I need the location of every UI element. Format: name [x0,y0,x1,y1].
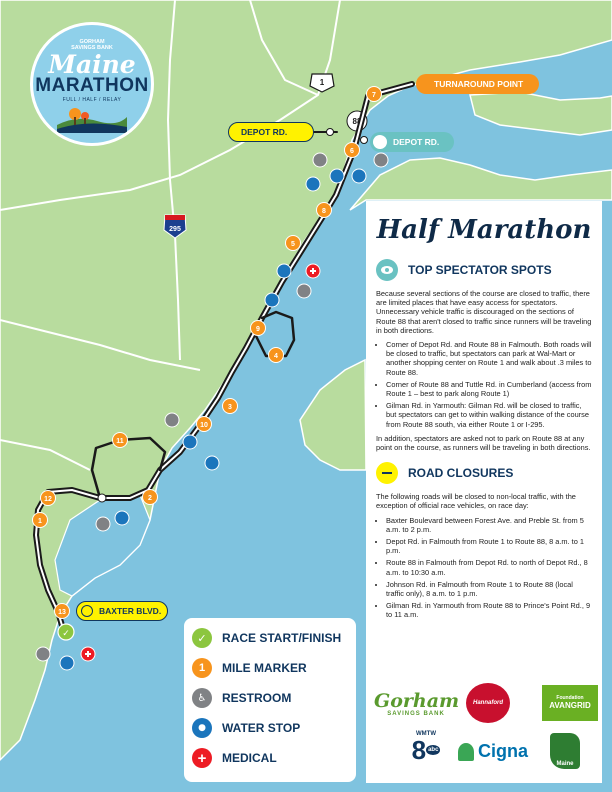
spectator-intro: Because several sections of the course are closed to traffic, there are limited places that have easy access for spectators. Unnecessary vehicle traffic is discouraged on the sections of Route 88 that aren't closed to traffic since runners will be traveling in both directions. [376,289,592,335]
logo-sponsor-line1: GORHAM [79,39,105,45]
mile-marker [251,321,266,336]
maine-marathon-logo [30,22,154,146]
us-route-label: 1 [319,78,325,87]
legend-label: MEDICAL [222,751,277,765]
checkmark-icon: ✓ [192,628,212,648]
list-item: • Corner of Depot Rd. and Route 88 in Falmouth. Both roads will be closed to traffic, but spectators can park at Wal-Mart or another shopping center on Route 1 and walk about .3 miles to Route 88. [386,340,592,377]
depot-right-label: DEPOT RD. [393,137,440,147]
sponsor-logos [374,683,594,775]
maine-track-name: Maine [556,761,574,767]
legend-label: RACE START/FINISH [222,631,342,645]
legend-item-medical [192,748,277,768]
svg-text:✓: ✓ [62,629,70,639]
spectator-list [376,340,592,429]
mile-marker [113,433,128,448]
legend-item-water-stop [192,718,300,738]
wmtw-logo [408,731,444,769]
list-item: • Gilman Rd. in Yarmouth: Gilman Rd. will be closed to traffic, but spectators can get to within walking distance of the course from Route 88 south, via either Route 1 or I-295. [386,401,592,429]
svg-text:1: 1 [38,518,42,525]
closures-heading-row [376,462,592,484]
svg-text:13: 13 [58,609,66,616]
legend-label: RESTROOM [222,691,292,705]
list-item: • Route 88 in Falmouth from Depot Rd. to north of Depot Rd., 8 a.m. to 10:30 a.m. [386,558,592,576]
wmtw-number: 8 [411,735,427,765]
tree-icon [458,743,474,761]
svg-text:3: 3 [228,404,232,411]
avangrid-top: Foundation [556,695,584,701]
closure-icon [81,605,93,617]
start-finish-marker [58,624,74,640]
svg-text:8: 8 [322,208,326,215]
state-route-label: 88 [352,117,362,126]
logo-title-maine: Maine [48,50,136,79]
mile-marker [286,236,301,251]
svg-text:6: 6 [350,148,354,155]
mile-marker [55,604,70,619]
svg-text:12: 12 [44,496,52,503]
closures-list [376,516,592,620]
restroom-icon: ♿ [192,688,212,708]
spectator-heading-row [376,259,592,281]
gorham-name: Gorham [374,690,460,712]
cigna-logo [458,741,528,762]
wmtw-network: abc [428,747,439,753]
mile-marker-icon: 1 [192,658,212,678]
gorham-logo [374,691,458,717]
mile-marker [367,87,382,102]
mile-marker [223,399,238,414]
list-item: • Gilman Rd. in Yarmouth from Route 88 to Prince's Point Rd., 9 to 11 a.m. [386,601,592,619]
legend-item-restroom [192,688,291,708]
mile-marker [345,143,360,158]
water-drop-icon: ● [192,718,212,738]
cigna-name: Cigna [478,741,529,761]
logo-sponsor-line2: SAVINGS BANK [71,45,113,51]
svg-text:11: 11 [116,438,124,445]
list-item: • Corner of Route 88 and Tuttle Rd. in Cumberland (access from Route 1 – best to park along Route 1) [386,380,592,398]
baxter-label: BAXTER BLVD. [99,606,162,616]
map-legend [184,618,356,782]
svg-text:4: 4 [274,353,278,360]
gorham-sub: SAVINGS BANK [387,711,445,717]
svg-text:5: 5 [291,241,295,248]
closures-intro: The following roads will be closed to non-local traffic, with the exception of official race vehicles, on race day: [376,492,576,511]
medical-cross-icon: + [192,748,212,768]
turnaround-callout [416,74,539,94]
eye-icon [376,259,398,281]
legend-item-mile-marker [192,658,307,678]
mile-marker [41,491,56,506]
svg-text:9: 9 [256,326,260,333]
legend-label: WATER STOP [222,721,301,735]
legend-label: MILE MARKER [222,661,307,675]
mile-marker [33,513,48,528]
depot-right-callout [370,132,454,152]
mile-marker [143,490,158,505]
svg-text:7: 7 [372,92,376,99]
closure-icon [376,462,398,484]
logo-subtitle: FULL / HALF / RELAY [62,97,122,103]
spectator-heading: TOP SPECTATOR SPOTS [408,263,552,277]
legend-item-start-finish [192,628,341,648]
mile-marker [197,417,212,432]
hannaford-name: Hannaford [473,700,503,706]
baxter-callout [76,601,168,621]
svg-text:10: 10 [200,422,208,429]
svg-text:2: 2 [148,495,152,502]
mile-marker [269,348,284,363]
logo-title-marathon: MARATHON [35,75,149,96]
logo-landscape-icon [57,105,127,133]
wmtw-name: WMTW [416,731,436,737]
info-panel [366,201,602,783]
mile-marker [317,203,332,218]
closures-heading: ROAD CLOSURES [408,466,514,481]
avangrid-logo [542,685,598,721]
spectator-outro: In addition, spectators are asked not to park on Route 88 at any point on the course, as runners will be traveling in both directions. [376,433,591,453]
list-item: • Depot Rd. in Falmouth from Route 1 to Route 88, 8 a.m. to 1 p.m. [386,537,592,555]
depot-left-callout [228,122,314,142]
interstate-label: 295 [169,226,181,233]
maine-track-logo [550,733,580,769]
hannaford-logo [466,683,510,723]
avangrid-name: AVANGRID [549,701,591,710]
eye-icon [373,135,387,149]
list-item: • Baxter Boulevard between Forest Ave. and Preble St. from 5 a.m. to 2 p.m. [386,516,592,534]
panel-title: Half Marathon [376,215,592,245]
turnaround-label: TURNAROUND POINT [434,79,524,89]
list-item: • Johnson Rd. in Falmouth from Route 1 to Route 88 (local traffic only), 8 a.m. to 1 p.m. [386,580,592,598]
depot-left-label: DEPOT RD. [241,127,288,137]
